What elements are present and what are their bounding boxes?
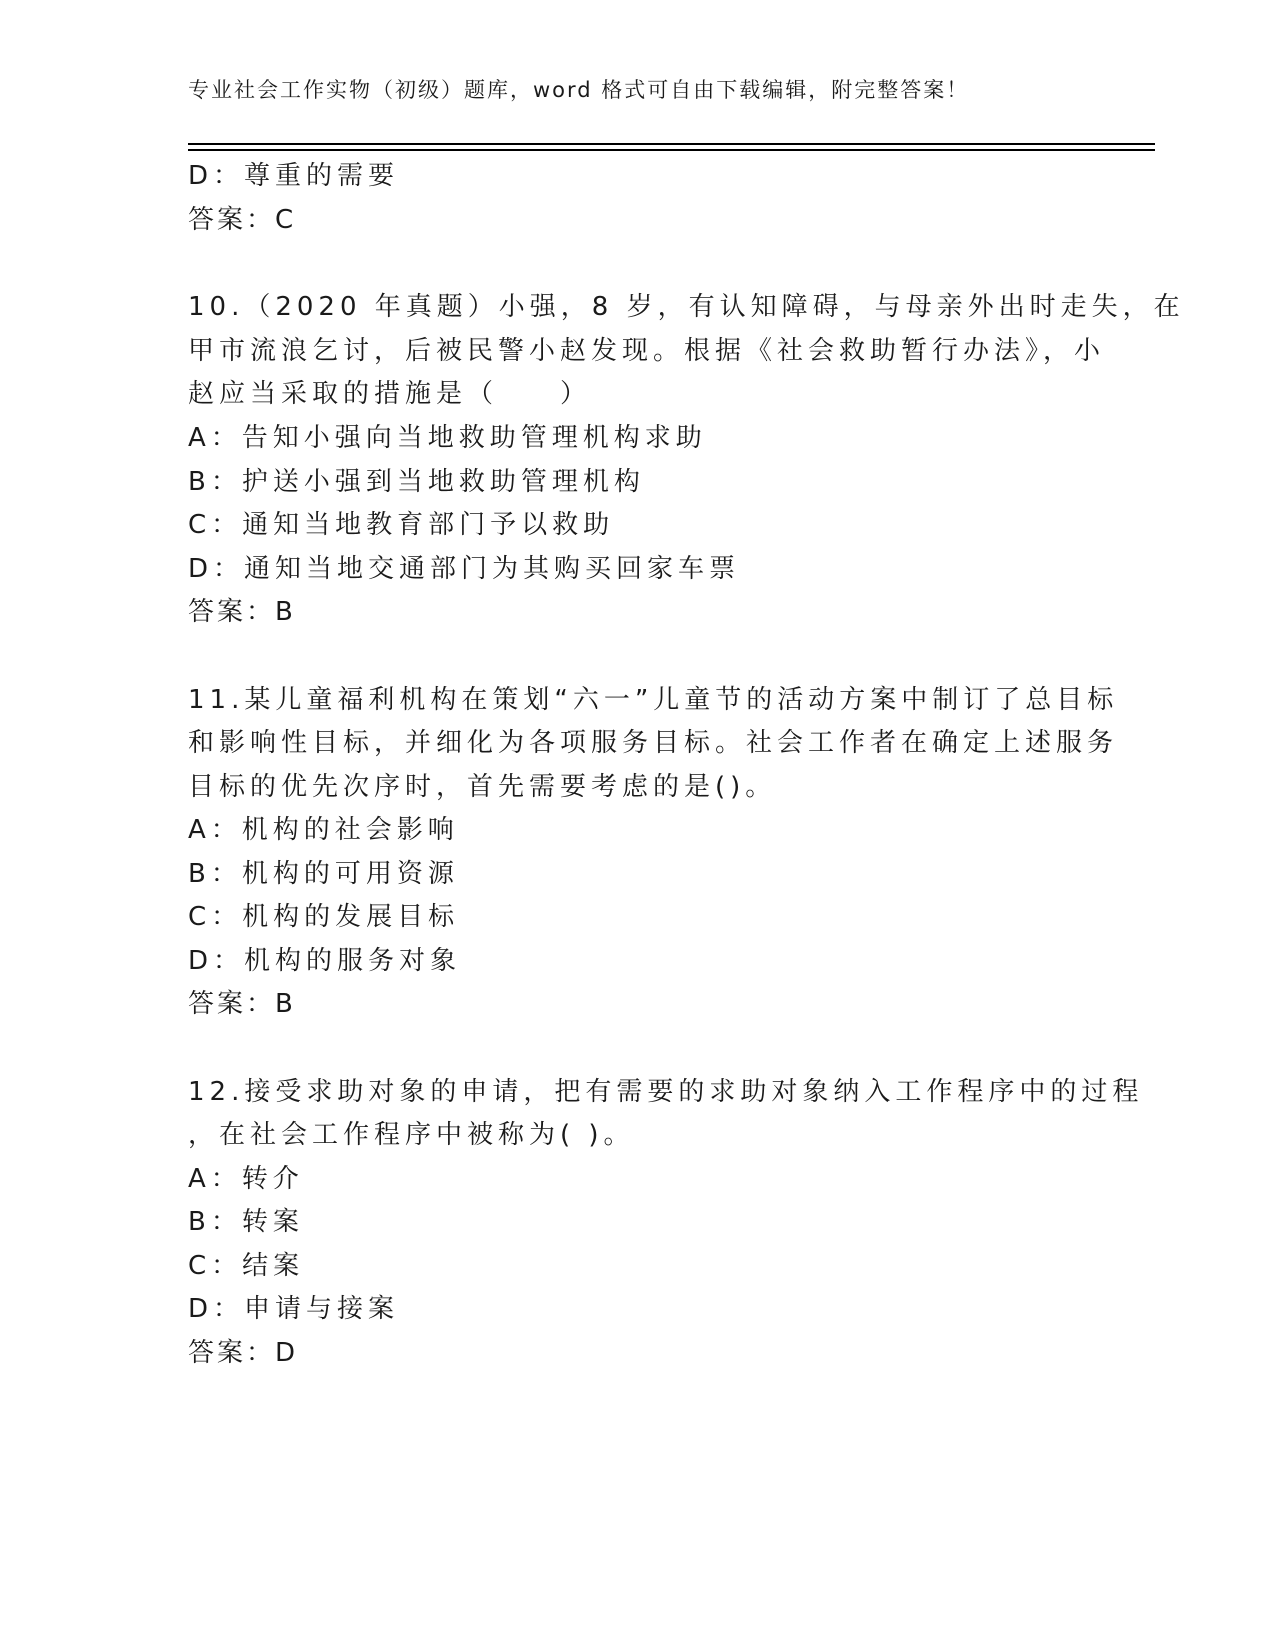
q11-option-b: B：机构的可用资源	[188, 859, 459, 889]
q12-option-c: C：结案	[188, 1251, 305, 1281]
q12-option-d: D：申请与接案	[188, 1294, 400, 1324]
q9-answer: 答案：C	[188, 205, 297, 235]
q10-option-d: D：通知当地交通部门为其购买回家车票	[188, 554, 741, 584]
q10-stem-line-2: 甲市流浪乞讨，后被民警小赵发现。根据《社会救助暂行办法》，小	[188, 336, 1106, 366]
q10-option-b: B：护送小强到当地救助管理机构	[188, 467, 645, 497]
header-rule-bottom	[188, 149, 1155, 151]
q10-option-c: C：通知当地教育部门予以救助	[188, 510, 615, 540]
q10-answer: 答案：B	[188, 597, 296, 627]
q11-stem-line-2: 和影响性目标，并细化为各项服务目标。社会工作者在确定上述服务	[188, 728, 1119, 758]
q10-option-a: A：告知小强向当地救助管理机构求助	[188, 423, 707, 453]
page-header: 专业社会工作实物（初级）题库，word 格式可自由下载编辑，附完整答案！	[188, 78, 970, 102]
q11-stem-line-3: 目标的优先次序时，首先需要考虑的是()。	[188, 772, 777, 802]
q11-stem-line-1: 11.某儿童福利机构在策划“六一”儿童节的活动方案中制订了总目标	[188, 685, 1119, 715]
q10-stem-line-1: 10.（2020 年真题）小强，8 岁，有认知障碍，与母亲外出时走失，在	[188, 292, 1185, 322]
q12-option-b: B：转案	[188, 1207, 304, 1237]
q10-stem-line-3: 赵应当采取的措施是（ ）	[188, 379, 592, 409]
q11-option-a: A：机构的社会影响	[188, 815, 459, 845]
q9-option-d: D：尊重的需要	[188, 161, 400, 191]
header-rule-top	[188, 143, 1155, 145]
q12-option-a: A：转介	[188, 1164, 304, 1194]
q12-stem-line-2: ，在社会工作程序中被称为( )。	[188, 1120, 635, 1150]
q12-answer: 答案：D	[188, 1338, 299, 1368]
q11-option-d: D：机构的服务对象	[188, 946, 462, 976]
q12-stem-line-1: 12.接受求助对象的申请，把有需要的求助对象纳入工作程序中的过程	[188, 1077, 1144, 1107]
q11-option-c: C：机构的发展目标	[188, 902, 460, 932]
q11-answer: 答案：B	[188, 989, 296, 1019]
